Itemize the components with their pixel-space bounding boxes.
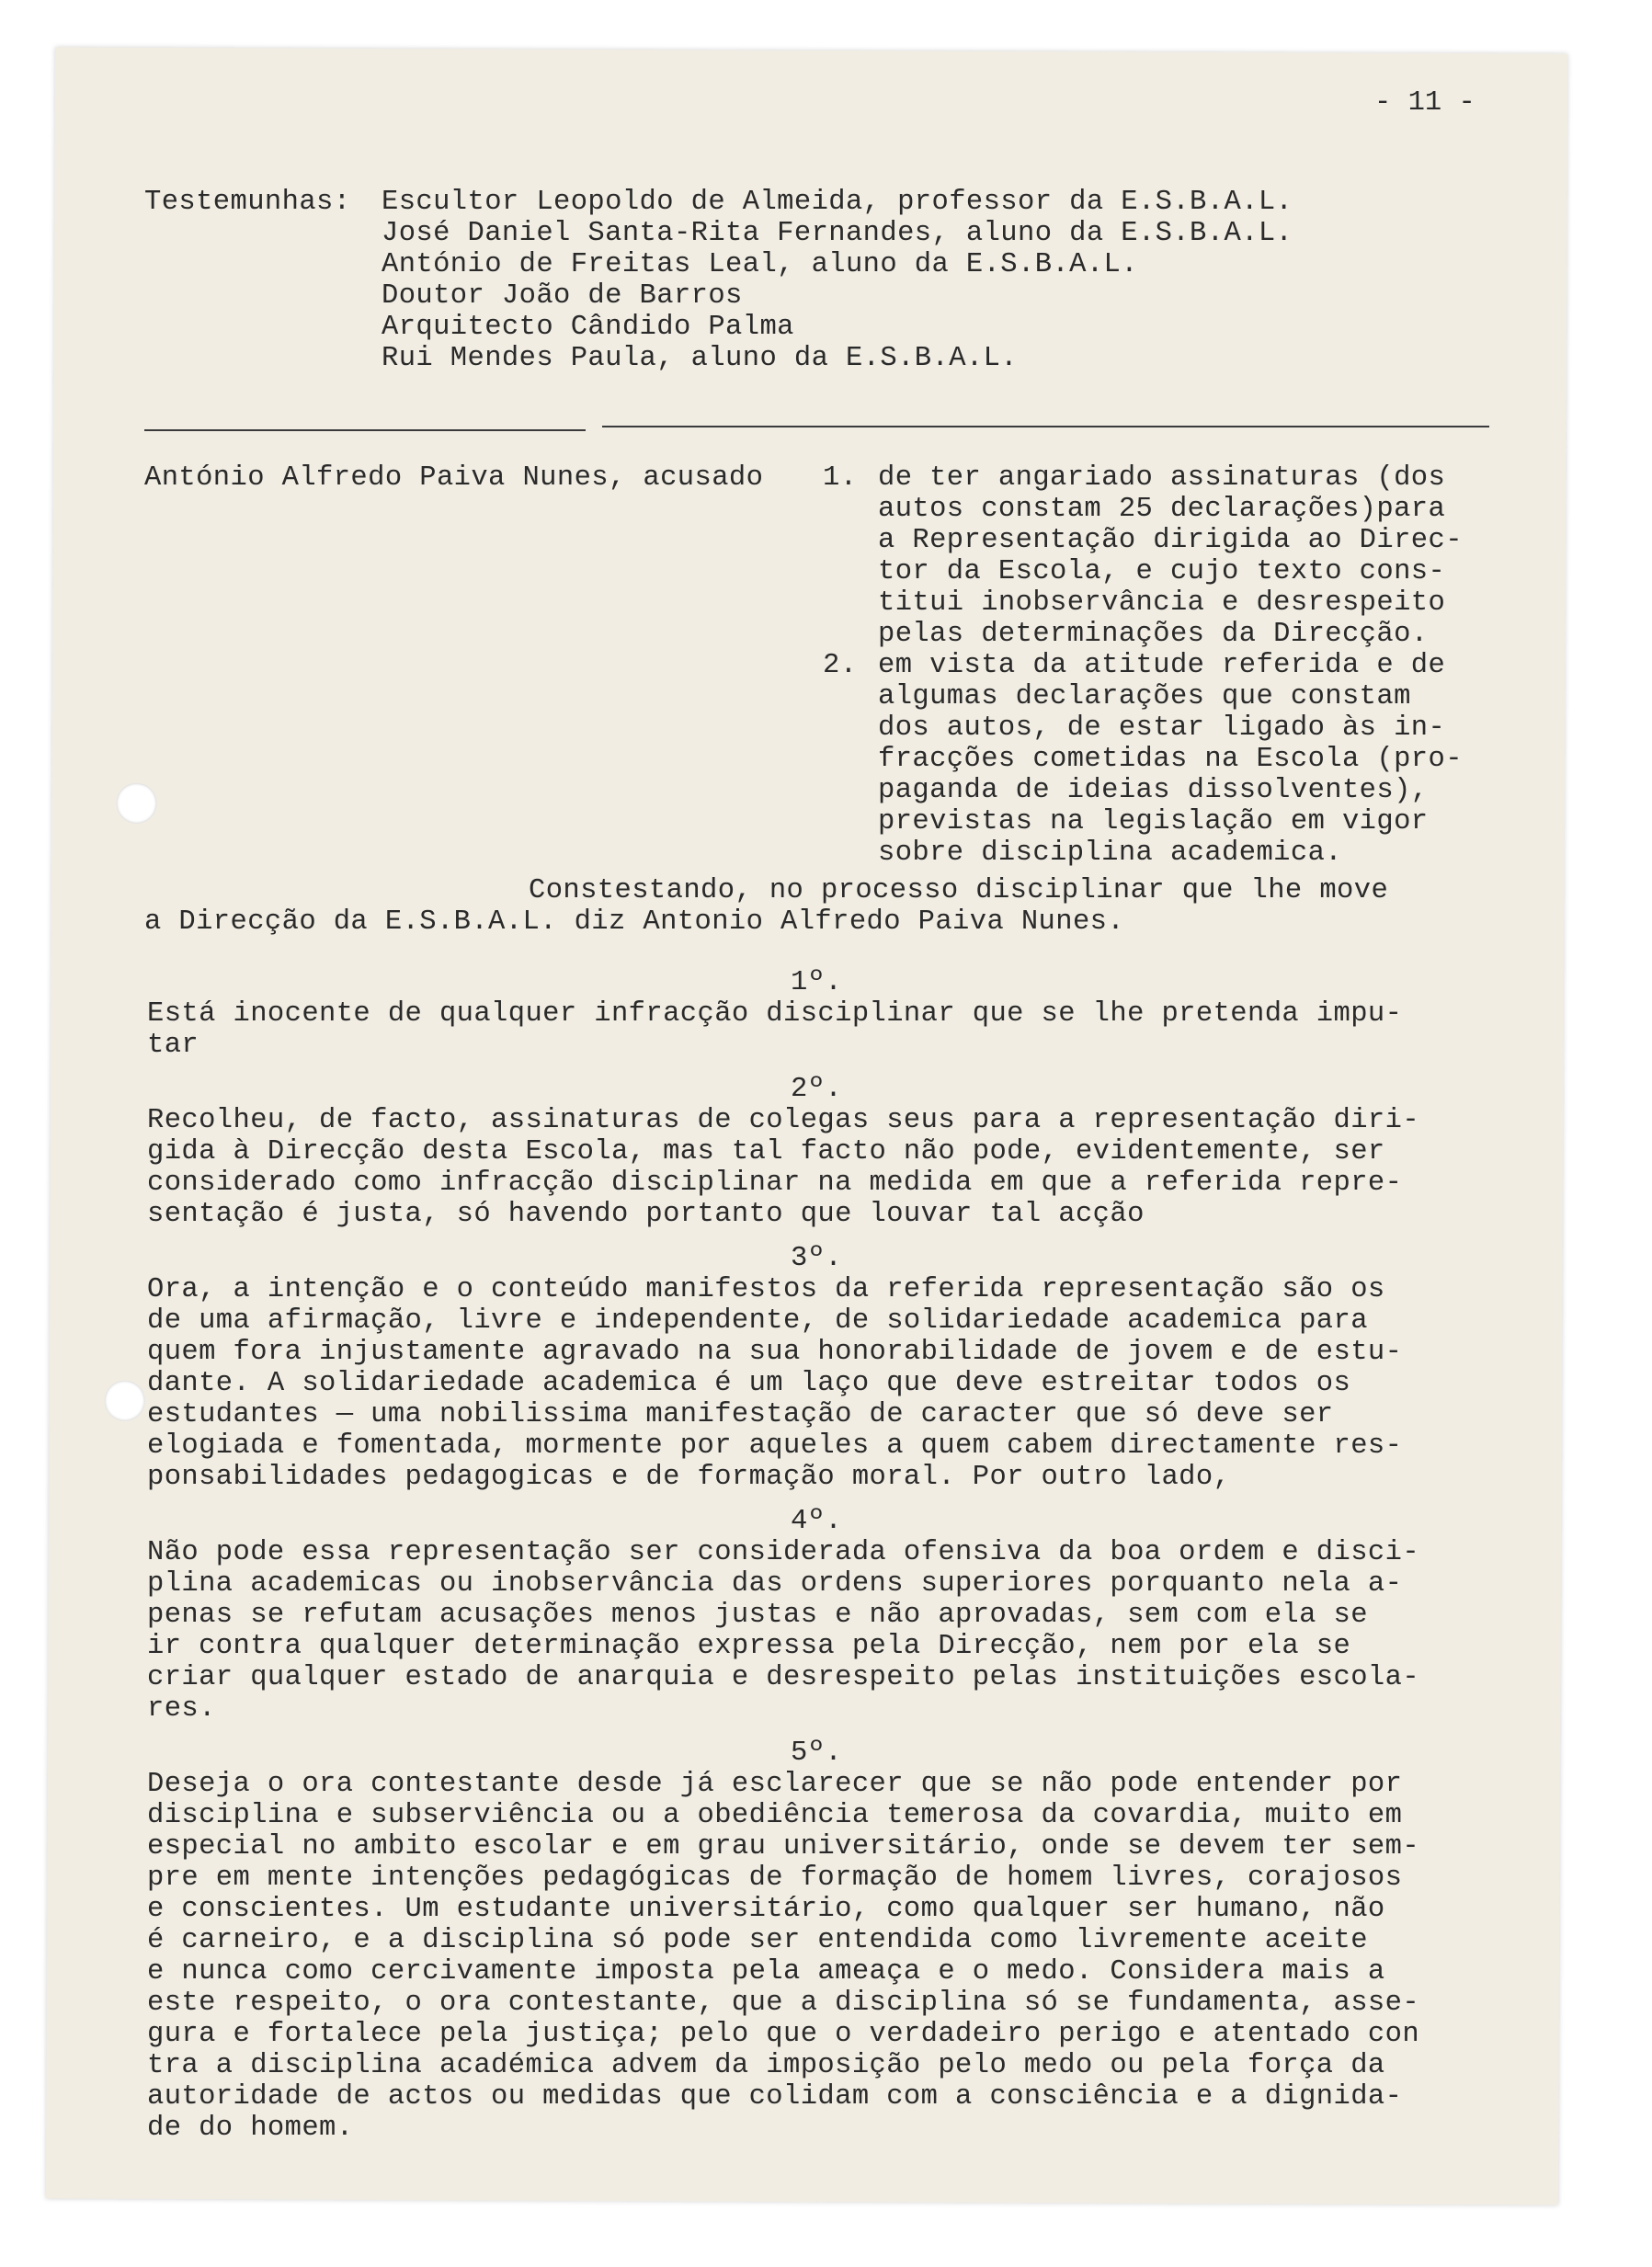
accusation-item-line: pelas determinações da Direcção. bbox=[878, 619, 1429, 650]
accusation-item-line: em vista da atitude referida e de bbox=[878, 650, 1446, 681]
witness-line: Rui Mendes Paula, aluno da E.S.B.A.L. bbox=[382, 343, 1019, 374]
accusation-item-line: sobre disciplina academica. bbox=[878, 837, 1342, 869]
intro-line: Constestando, no processo disciplinar que lhe move bbox=[529, 875, 1389, 906]
accused-name: António Alfredo Paiva Nunes, acusado bbox=[144, 462, 764, 494]
article-line: gura e fortalece pela justiça; pelo que o verdadeiro perigo e atentado con bbox=[147, 2019, 1420, 2050]
accusation-item-line: fracções cometidas na Escola (pro- bbox=[878, 744, 1463, 775]
witness-line: Arquitecto Cândido Palma bbox=[382, 312, 794, 343]
article-line: Está inocente de qualquer infracção disciplinar que se lhe pretenda impu- bbox=[147, 998, 1403, 1030]
article-line: Recolheu, de facto, assinaturas de colegas seus para a representação diri- bbox=[147, 1105, 1420, 1136]
article-line: especial no ambito escolar e em grau universitário, onde se devem ter sem- bbox=[147, 1831, 1420, 1863]
article-line: e nunca como cercivamente imposta pela ameaça e o medo. Considera mais a bbox=[147, 1956, 1385, 1988]
separator-rule-right bbox=[602, 426, 1489, 427]
accusation-item-line: titui inobservância e desrespeito bbox=[878, 587, 1446, 619]
article-line: sentação é justa, só havendo portanto que louvar tal acção bbox=[147, 1199, 1145, 1230]
article-number: 1º. bbox=[791, 967, 843, 998]
accusation-item-line: paganda de ideias dissolventes), bbox=[878, 775, 1429, 806]
article-line: Ora, a intenção e o conteúdo manifestos da referida representação são os bbox=[147, 1274, 1385, 1305]
accusation-item-number: 1. bbox=[823, 462, 858, 494]
article-line: ponsabilidades pedagogicas e de formação moral. Por outro lado, bbox=[147, 1462, 1231, 1493]
article-number: 4º. bbox=[791, 1506, 843, 1537]
page-number: - 11 - bbox=[1374, 87, 1475, 119]
article-line: plina academicas ou inobservância das ordens superiores porquanto nela a- bbox=[147, 1568, 1403, 1600]
article-line: res. bbox=[147, 1693, 216, 1725]
witness-line: Escultor Leopoldo de Almeida, professor da E.S.B.A.L. bbox=[382, 187, 1293, 218]
article-line: é carneiro, e a disciplina só pode ser entendida como livremente aceite bbox=[147, 1925, 1368, 1956]
witness-line: Doutor João de Barros bbox=[382, 280, 743, 312]
article-line: quem fora injustamente agravado na sua honorabilidade de jovem e de estu- bbox=[147, 1337, 1403, 1368]
witness-line: José Daniel Santa-Rita Fernandes, aluno da E.S.B.A.L. bbox=[382, 218, 1293, 249]
article-line: este respeito, o ora contestante, que a disciplina só se fundamenta, asse- bbox=[147, 1988, 1420, 2019]
accusation-item-line: dos autos, de estar ligado às in- bbox=[878, 712, 1446, 744]
witnesses-label: Testemunhas: bbox=[144, 187, 351, 218]
accusation-item-line: previstas na legislação em vigor bbox=[878, 806, 1429, 837]
article-line: estudantes — uma nobilissima manifestação de caracter que só deve ser bbox=[147, 1399, 1334, 1430]
accusation-item-line: algumas declarações que constam bbox=[878, 681, 1411, 712]
article-line: pre em mente intenções pedagógicas de formação de homem livres, corajosos bbox=[147, 1863, 1403, 1894]
article-line: Deseja o ora contestante desde já esclarecer que se não pode entender por bbox=[147, 1769, 1403, 1800]
article-line: disciplina e subserviência ou a obediência temerosa da covardia, muito em bbox=[147, 1800, 1403, 1831]
article-line: penas se refutam acusações menos justas e não aprovadas, sem com ela se bbox=[147, 1600, 1368, 1631]
intro-line: a Direcção da E.S.B.A.L. diz Antonio Alfredo Paiva Nunes. bbox=[144, 906, 1125, 938]
separator-rule-left bbox=[144, 429, 586, 431]
article-line: elogiada e fomentada, mormente por aqueles a quem cabem directamente res- bbox=[147, 1430, 1403, 1462]
article-number: 5º. bbox=[791, 1737, 843, 1769]
article-line: tra a disciplina académica advem da imposição pelo medo ou pela força da bbox=[147, 2050, 1385, 2081]
article-line: considerado como infracção disciplinar na medida em que a referida repre- bbox=[147, 1168, 1403, 1199]
article-line: de uma afirmação, livre e independente, de solidariedade academica para bbox=[147, 1305, 1368, 1337]
accusation-item-line: a Representação dirigida ao Direc- bbox=[878, 525, 1463, 556]
accusation-item-line: autos constam 25 declarações)para bbox=[878, 494, 1446, 525]
article-line: criar qualquer estado de anarquia e desrespeito pelas instituições escola- bbox=[147, 1662, 1420, 1693]
article-line: autoridade de actos ou medidas que colidam com a consciência e a dignida- bbox=[147, 2081, 1403, 2113]
accusation-item-line: tor da Escola, e cujo texto cons- bbox=[878, 556, 1446, 587]
article-line: e conscientes. Um estudante universitário, como qualquer ser humano, não bbox=[147, 1894, 1385, 1925]
punch-hole bbox=[105, 1381, 145, 1421]
accusation-item-line: de ter angariado assinaturas (dos bbox=[878, 462, 1446, 494]
article-line: tar bbox=[147, 1030, 199, 1061]
article-line: dante. A solidariedade academica é um laço que deve estreitar todos os bbox=[147, 1368, 1351, 1399]
article-line: ir contra qualquer determinação expressa pela Direcção, nem por ela se bbox=[147, 1631, 1351, 1662]
article-number: 3º. bbox=[791, 1243, 843, 1274]
witness-line: António de Freitas Leal, aluno da E.S.B.A.L. bbox=[382, 249, 1138, 280]
punch-hole bbox=[116, 783, 156, 824]
article-line: de do homem. bbox=[147, 2113, 354, 2144]
article-line: Não pode essa representação ser considerada ofensiva da boa ordem e disci- bbox=[147, 1537, 1420, 1568]
article-line: gida à Direcção desta Escola, mas tal facto não pode, evidentemente, ser bbox=[147, 1136, 1385, 1168]
accusation-item-number: 2. bbox=[823, 650, 858, 681]
article-number: 2º. bbox=[791, 1074, 843, 1105]
